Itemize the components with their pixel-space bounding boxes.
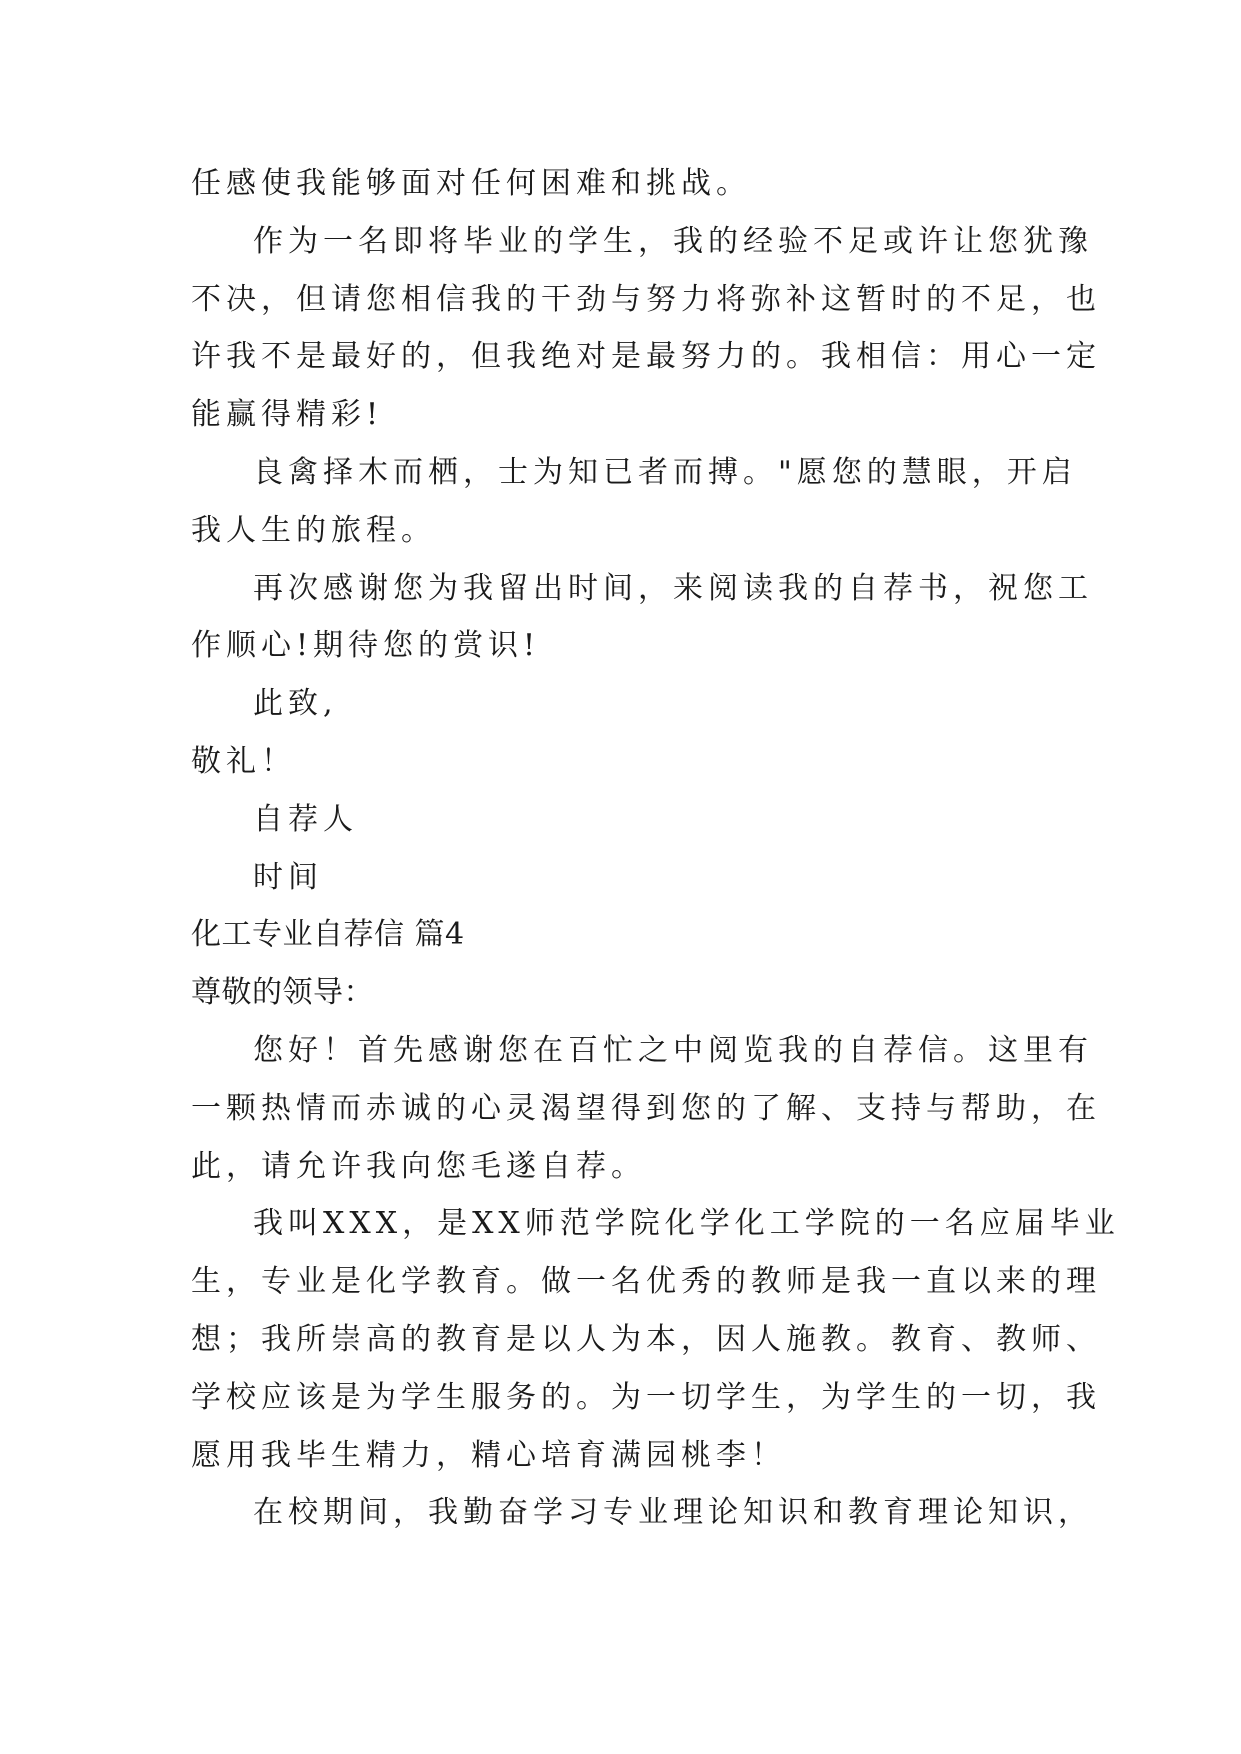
text-line: 作顺心!期待您的赏识! <box>191 628 541 664</box>
paragraph-start: 在校期间，我勤奋学习专业理论知识和教育理论知识， <box>253 1495 1093 1531</box>
text-line: 我人生的旅程。 <box>191 512 436 548</box>
letter-body <box>191 155 1120 1542</box>
text-line: 许我不是最好的，但我绝对是最努力的。我相信：用心一定 <box>191 339 1101 375</box>
paragraph-start: 再次感谢您为我留出时间，来阅读我的自荐书，祝您工 <box>253 570 1093 606</box>
section-title: 化工专业自荐信 篇4 <box>191 917 465 953</box>
closing-regards: 敬礼！ <box>191 743 296 779</box>
paragraph-start: 我叫XXX，是XX师范学院化学化工学院的一名应届毕业 <box>253 1206 1120 1242</box>
greeting: 尊敬的领导： <box>191 975 374 1011</box>
paragraph-start: 作为一名即将毕业的学生，我的经验不足或许让您犹豫 <box>253 223 1093 259</box>
text-line: 想；我所崇高的教育是以人为本，因人施教。教育、教师、 <box>191 1321 1101 1357</box>
text-line: 任感使我能够面对任何困难和挑战。 <box>191 166 751 201</box>
paragraph-start: 您好！首先感谢您在百忙之中阅览我的自荐信。这里有 <box>253 1032 1093 1068</box>
paragraph-start: 良禽择木而栖，士为知已者而搏。"愿您的慧眼，开启 <box>253 454 1077 490</box>
text-line: 一颗热情而赤诚的心灵渴望得到您的了解、支持与帮助，在 <box>191 1090 1101 1126</box>
date-label: 时间 <box>253 859 323 895</box>
text-line: 此，请允许我向您毛遂自荐。 <box>191 1148 646 1184</box>
text-line: 生，专业是化学教育。做一名优秀的教师是我一直以来的理 <box>191 1264 1101 1300</box>
text-line: 愿用我毕生精力，精心培育满园桃李！ <box>191 1437 786 1473</box>
text-line: 能赢得精彩! <box>191 397 384 433</box>
text-line: 不决，但请您相信我的干劲与努力将弥补这暂时的不足，也 <box>191 281 1101 317</box>
signature-label: 自荐人 <box>253 801 358 837</box>
text-line: 学校应该是为学生服务的。为一切学生，为学生的一切，我 <box>191 1379 1101 1415</box>
closing-salutation: 此致, <box>253 686 338 722</box>
